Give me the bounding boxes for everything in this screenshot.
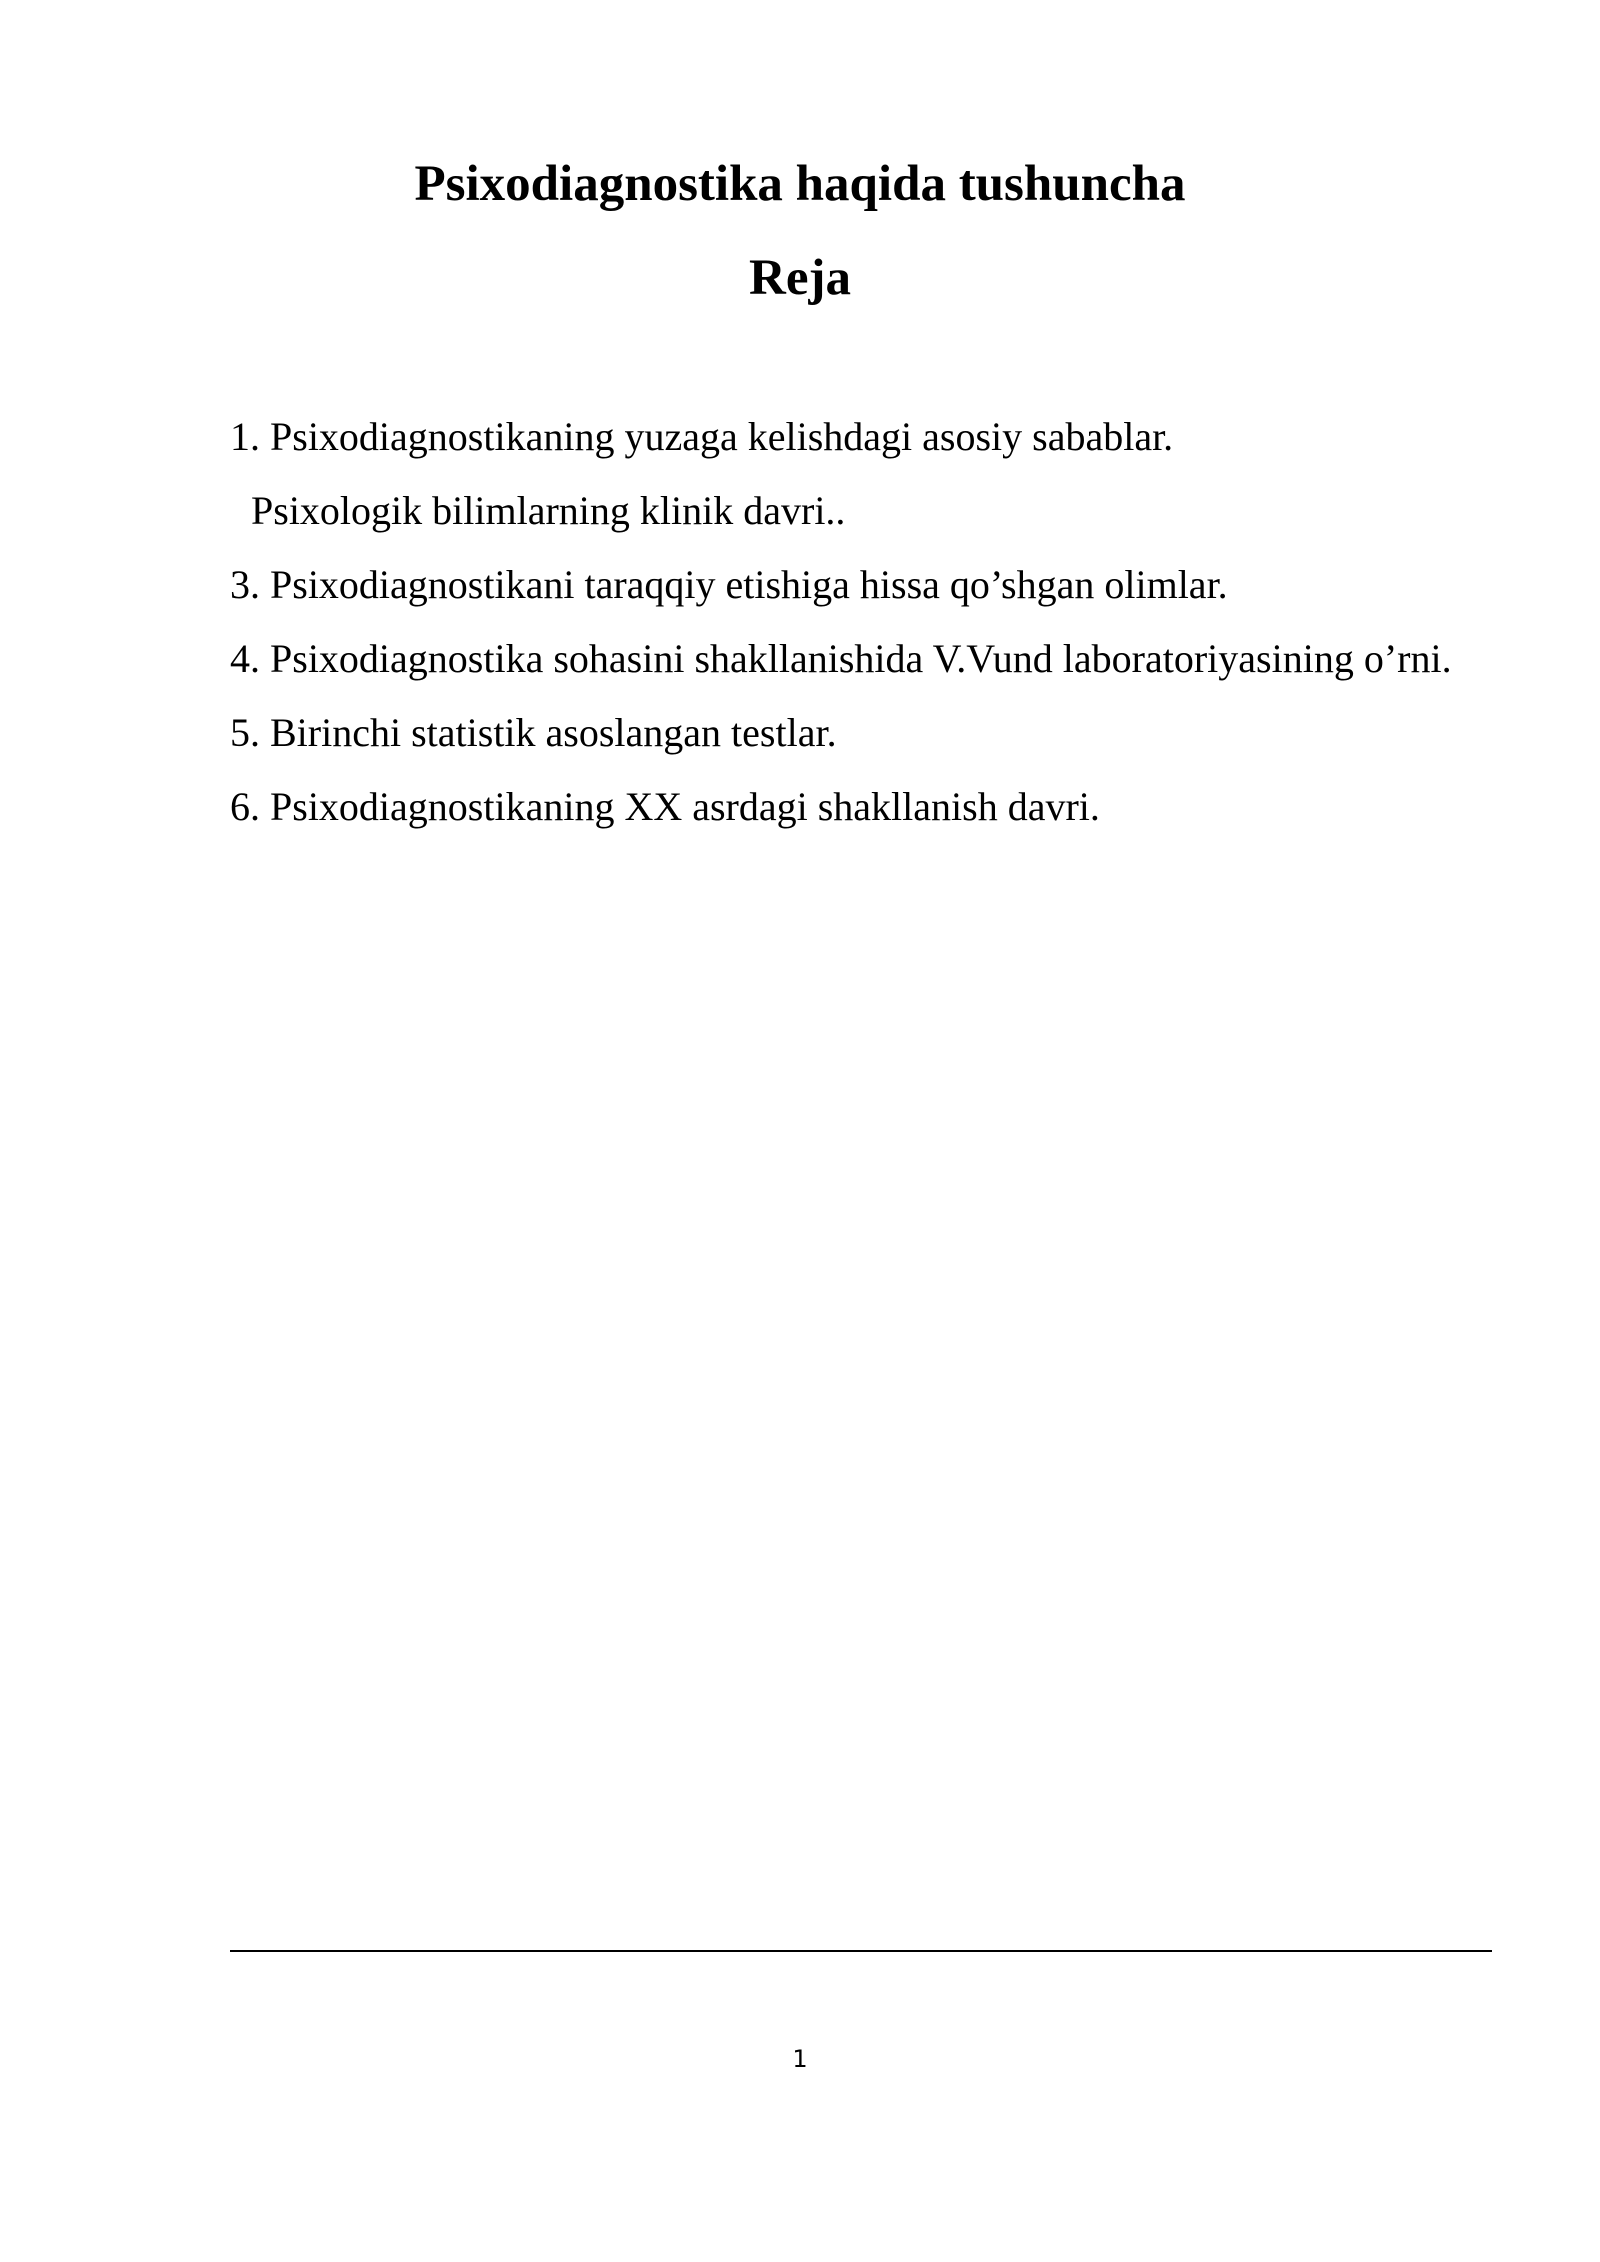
document-title: Psixodiagnostika haqida tushuncha xyxy=(414,156,1186,212)
plan-item-1: 1. Psixodiagnostikaning yuzaga kelishdagi asosiy sabablar. xyxy=(230,414,1174,459)
plan-item-2: Psixologik bilimlarning klinik davri.. xyxy=(251,488,846,533)
plan-item-4: 4. Psixodiagnostika sohasini shakllanishida V.Vund laboratoriyasining o’rni. xyxy=(230,636,1452,681)
footer-divider xyxy=(230,1950,1492,1952)
plan-item-3: 3. Psixodiagnostikani taraqqiy etishiga hissa qo’shgan olimlar. xyxy=(230,562,1228,607)
plan-list xyxy=(230,400,1492,844)
plan-heading: Reja xyxy=(749,250,851,306)
plan-item-5: 5. Birinchi statistik asoslangan testlar. xyxy=(230,710,837,755)
page-number: 1 xyxy=(792,2045,808,2073)
plan-item-6: 6. Psixodiagnostikaning XX asrdagi shakllanish davri. xyxy=(230,784,1100,829)
